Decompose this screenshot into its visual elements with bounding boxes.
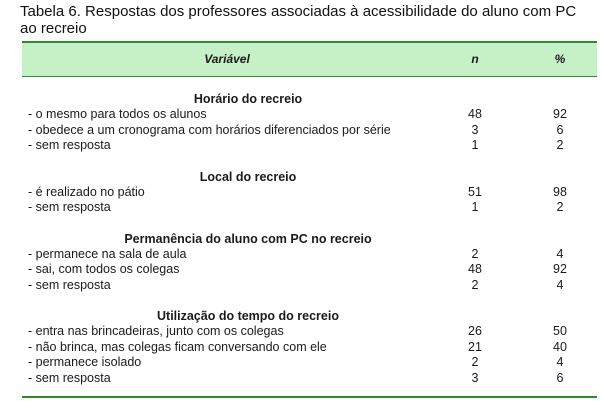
header-percent: % (554, 52, 566, 66)
row-label: - sem resposta (28, 370, 111, 385)
section-title: Permanência do aluno com PC no recreio (124, 231, 372, 246)
table-row (28, 340, 588, 356)
row-n: 3 (471, 370, 479, 385)
row-percent: 50 (553, 324, 567, 338)
row-n: 26 (468, 324, 482, 338)
section-gap (28, 154, 588, 170)
row-n: 48 (468, 262, 482, 276)
row-percent: 6 (556, 122, 564, 137)
row-percent: 98 (553, 184, 567, 199)
header-variable: Variável (204, 52, 250, 66)
row-label: - obedece a um cronograma com horários diferenciados por série (28, 122, 391, 137)
row-label: - o mesmo para todos os alunos (28, 107, 207, 121)
row-percent: 92 (553, 262, 567, 276)
row-n: 3 (471, 122, 479, 137)
row-n: 1 (471, 138, 479, 152)
table-row (28, 200, 588, 216)
header-n: n (471, 52, 479, 66)
row-percent: 40 (553, 339, 567, 354)
section-title: Horário do recreio (193, 92, 303, 106)
header-rule (22, 76, 597, 77)
table-row (28, 278, 588, 294)
table-row (28, 262, 588, 278)
row-label: - permanece na sala de aula (28, 246, 187, 261)
table-row (28, 324, 588, 340)
row-label: - sai, com todos os colegas (28, 262, 180, 276)
row-label: - sem resposta (28, 138, 111, 152)
row-n: 1 (471, 200, 479, 214)
row-n: 2 (471, 277, 479, 292)
row-n: 21 (468, 339, 482, 354)
row-n: 2 (471, 246, 479, 261)
table-row (28, 185, 588, 201)
row-percent: 2 (556, 138, 564, 152)
section-title: Local do recreio (199, 169, 297, 184)
section-title: Utilização do tempo do recreio (157, 309, 339, 323)
row-label: - permanece isolado (28, 355, 142, 369)
table-body (28, 92, 588, 386)
row-percent: 92 (553, 107, 567, 121)
bottom-rule (22, 396, 597, 398)
section-gap (28, 216, 588, 232)
row-n: 48 (468, 107, 482, 121)
row-n: 2 (471, 355, 479, 369)
table-row (28, 107, 588, 123)
table-row (28, 138, 588, 154)
row-percent: 4 (556, 277, 564, 292)
row-n: 51 (468, 184, 482, 199)
row-percent: 6 (556, 370, 564, 385)
table-row (28, 355, 588, 371)
row-label: - sem resposta (28, 277, 111, 292)
section-gap (28, 293, 588, 309)
row-label: - não brinca, mas colegas ficam conversando com ele (28, 339, 327, 354)
table-row (28, 123, 588, 139)
table-caption: Tabela 6. Respostas dos professores associadas à acessibilidade do aluno com PC ao recreio (20, 3, 577, 37)
table-row (28, 371, 588, 387)
row-percent: 4 (556, 355, 564, 369)
row-label: - entra nas brincadeiras, junto com os colegas (28, 324, 284, 338)
row-percent: 4 (556, 246, 564, 261)
row-label: - sem resposta (28, 200, 111, 214)
row-percent: 2 (556, 200, 564, 214)
row-label: - é realizado no pátio (28, 184, 145, 199)
table-row (28, 247, 588, 263)
